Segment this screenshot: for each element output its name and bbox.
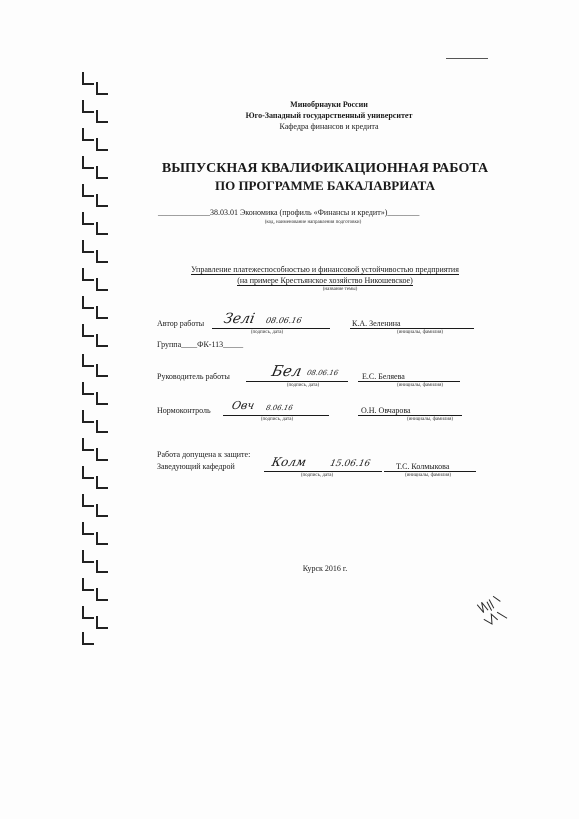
normcontrol-name: О.Н. Овчарова bbox=[361, 406, 411, 415]
admission-label: Работа допущена к защите: bbox=[157, 450, 251, 459]
normcontrol-date: 8.06.16 bbox=[265, 404, 294, 412]
author-sign-caption: (подпись, дата) bbox=[250, 330, 284, 335]
supervisor-sign-caption: (подпись, дата) bbox=[286, 383, 320, 388]
group-line: Группа____ФК-113_____ bbox=[157, 340, 244, 349]
topic-caption: (название темы) bbox=[322, 287, 358, 292]
ministry-name: Минобрнауки России bbox=[290, 100, 368, 109]
normcontrol-sign-line bbox=[223, 415, 329, 416]
university-name: Юго-Западный государственный университет bbox=[245, 111, 413, 120]
head-name-caption: (инициалы, фамилия) bbox=[404, 473, 452, 478]
author-label: Автор работы bbox=[157, 319, 205, 328]
author-name-line bbox=[350, 328, 474, 329]
head-name-line bbox=[384, 471, 476, 472]
normcontrol-name-caption: (инициалы, фамилия) bbox=[406, 417, 454, 422]
supervisor-name-line bbox=[358, 381, 460, 382]
topic-line-2 bbox=[150, 276, 500, 286]
department-name: Кафедра финансов и кредита bbox=[279, 122, 379, 131]
author-sign-line bbox=[212, 328, 330, 329]
direction-text: 38.03.01 Экономика (профиль «Финансы и кредит») bbox=[210, 208, 388, 217]
group-label: Группа bbox=[157, 340, 182, 349]
direction-caption: (код, наименование направления подготовки) bbox=[264, 220, 362, 225]
supervisor-name-caption: (инициалы, фамилия) bbox=[396, 383, 444, 388]
head-date: 15.06.16 bbox=[328, 459, 372, 469]
group-value: ФК-113 bbox=[197, 340, 224, 349]
supervisor-date: 08.06.16 bbox=[306, 369, 340, 377]
author-date: 08.06.16 bbox=[265, 316, 303, 325]
topic-text-1: Управление платежеспособностью и финансовой устойчивостью предприятия bbox=[191, 265, 459, 274]
handwritten-mark-icon bbox=[472, 589, 514, 633]
head-sign-line bbox=[264, 471, 382, 472]
city-year: Курск 2016 г. bbox=[302, 564, 348, 573]
normcontrol-name-line bbox=[358, 415, 462, 416]
direction-suffix: ________ bbox=[387, 208, 420, 217]
page-subtitle: ПО ПРОГРАММЕ БАКАЛАВРИАТА bbox=[214, 178, 436, 193]
head-label: Заведующий кафедрой bbox=[157, 462, 235, 471]
normcontrol-label: Нормоконтроль bbox=[157, 406, 211, 415]
topic-line-1 bbox=[150, 265, 500, 275]
normcontrol-signature: Овч bbox=[230, 399, 256, 412]
head-sign-caption: (подпись, дата) bbox=[300, 473, 334, 478]
head-name: Т.С. Колмыкова bbox=[396, 462, 450, 471]
topic-text-2: (на примере Крестьянское хозяйство Никошевское) bbox=[237, 276, 413, 285]
binding-marks bbox=[82, 72, 108, 642]
author-name: К.А. Зеленина bbox=[352, 319, 401, 328]
supervisor-signature: Бел bbox=[270, 362, 304, 380]
supervisor-label: Руководитель работы bbox=[157, 372, 230, 381]
author-signature: Зелі bbox=[222, 311, 257, 327]
head-signature: Колм bbox=[270, 455, 308, 469]
supervisor-name: Е.С. Беляева bbox=[362, 372, 405, 381]
direction-line bbox=[158, 208, 419, 217]
top-line bbox=[446, 58, 488, 59]
supervisor-sign-line bbox=[246, 381, 348, 382]
page-title: ВЫПУСКНАЯ КВАЛИФИКАЦИОННАЯ РАБОТА bbox=[161, 161, 489, 176]
normcontrol-sign-caption: (подпись, дата) bbox=[260, 417, 294, 422]
direction-prefix: _____________ bbox=[158, 208, 210, 217]
author-name-caption: (инициалы, фамилия) bbox=[396, 330, 444, 335]
